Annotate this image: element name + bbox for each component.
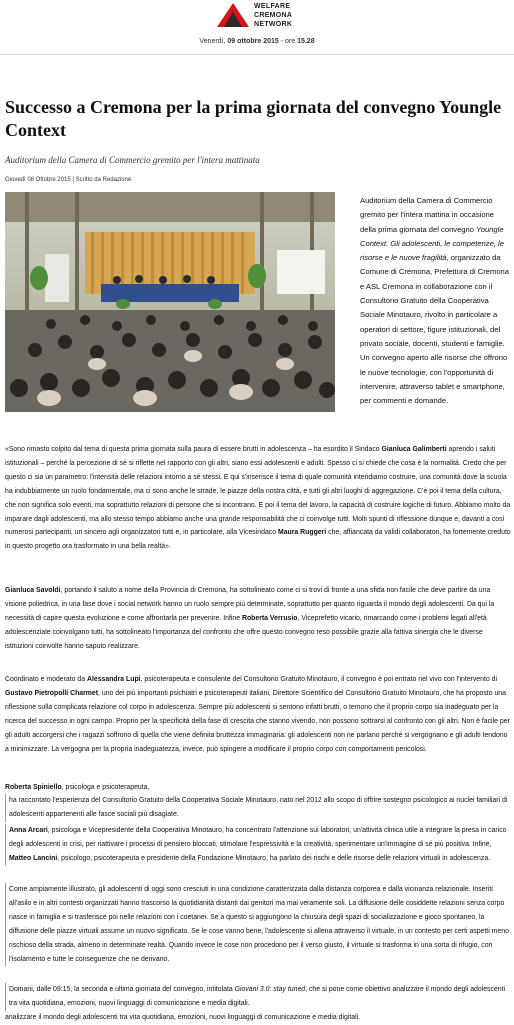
time-value: 15.28 [297,38,315,45]
logo-line: NETWORK [254,21,293,28]
article-subtitle: Auditorium della Camera di Commercio gremito per l'intera mattinata [5,155,260,165]
paragraph: Anna Arcari, psicologa e Vicepresidente della Cooperativa Minotauro, ha concentrato l'attenzione sui laboratori, un'attività clinica utile a integrare la presa in carico degli adolescenti in crisi, per riattivare i processi di pensiero bloccati, stimolare l'espressività e la creatività, sperimentare un'immagine di sé più positiva. Infine, Matteo Lancini, psicologo, psicoterapeuta e presidente della Fondazione Minotauro, ha parlato dei rischi e delle risorse delle relazioni virtuali in adolescenza. [5,824,512,866]
paragraph: Roberta Spiniello, psicologa e psicoterapeuta, [5,784,150,791]
article-byline: Giovedì 08 Ottobre 2015 | Scritto da Redazione [5,177,132,183]
header-divider [0,54,514,55]
paragraph: «Sono rimasto colpito dal tema di questa prima giornata sulla paura di essere brutti in adolescenza – ha esordito il Sindaco Gianluca Galimberti aprendo i saluti istituzionali – perché la percezione di sé si riflette nel rapporto con gli altri, siano essi adolescenti e adulti. Spesso ci si chiede che cosa è la normalità. Credo che per questo ci sia un parametro: l'intensità delle relazioni intorno a sé stessi. E qui s'inserisce il tema di quale comunità intendiamo costruire, una comunità dove la scuola ha indubbiamente un ruolo fondamentale, ma ci sono anche le strade, le piazze della nostra città, e tutti gli altri luoghi di aggregazione. C'è poi il tema della cultura, che non significa solo eventi, ma soprattutto relazioni di persone che si incontrano. E poi il tema del lavoro, la capacità di costruire logiche di futuro. Abbiamo molto da imparare dagli adolescenti, ma allo stesso tempo abbiamo anche una grande responsabilità che ci coinvolge tutti. Molti spunti di riflessione dunque e, davanti a così numerosi partecipanti, un sincero agli organizzatori tutti e, in particolare, alla Vicesindaco Maura Ruggeri che, affiancata da validi collaboratori, ha fortemente creduto in questo progetto ora trasformato in una bella realtà». [5,446,511,551]
date-value: 09 ottobre 2015 [227,38,279,45]
logo-triangle-icon [216,2,250,28]
paragraph: Coordinato e moderato da Alessandra Lupi, psicoterapeuta e consulente del Consultorio Gratuito Minotauro, il convegno è poi entrato nel vivo con l'intervento di Gustavo Pietropolli Charmet, uno dei più importanti psichiatri e psicoterapeuti italiani, Direttore Scientifico del Consultorio Gratuito Minotauro, che ha proposto una riflessione sulla complicata relazione col corpo in adolescenza. Sempre più adolescenti si sentono infatti brutti, o temono che il proprio corpo sia inadeguato per la ricerca del successo in ogni campo. Proprio per la specificità della fase di crescita che stanno vivendo, non possono sottrarsi al confronto con gli altri. Non è facile per gli adulti accorgersi che i ragazzi soffrono di quella che viene definita bruttezza immaginaria: gli adolescenti non ne parlano perché si vergognano e gli adulti tendono a minimizzare. La vergogna per la propria inadeguatezza, invece, può spingere a modificare il proprio corpo con comportamenti pericolosi. [5,676,510,753]
dateline [0,38,514,45]
article-lead: Auditorium della Camera di Commercio gremito per l'intera mattina in occasione della prima giornata del convegno Youngle Context. Gli adolescenti, le competenze, le risorse e le nuove fragilità, organizzato da Comune di Cremona, Prefettura di Cremona e ASL Cremona in collaborazione con il Consultorio Gratuito della Cooperativa Sociale Minotauro, rivolto in particolare a operatori di settore, figure istituzionali, del privato sociale, docenti, studenti e famiglie. Un convegno aperto alle risorse che offrono le nuove tecnologie, con l'opportunità di intervenire, attraverso tablet e smartphone, per commenti e domande. [360,196,509,406]
paragraph: ha raccontato l'esperienza del Consultorio Gratuito della Cooperativa Sociale Minotauro, nato nel 2012 allo scopo di offrire sostegno psicologico ai nuclei familiari di adolescenti appartenenti alle fasce sociali più disagiate. [5,794,512,822]
time-prefix: - ore [280,38,296,45]
date-prefix: Venerdì, [199,38,226,45]
paragraph: analizzare il mondo degli adolescenti tra vita quotidiana, emozioni, nuovi linguaggi di comunicazione e media digitali. [5,1014,361,1021]
article-title: Successo a Cremona per la prima giornata del convegno Youngle Context [5,97,502,140]
logo-line: WELFARE [254,3,291,10]
paragraph: Domani, dalle 09:15, la seconda e ultima giornata del convegno, intitolata Giovani 3.0: stay tuned, che si pone come obiettivo analizzare il mondo degli adolescenti tra vita quotidiana, emozioni, nuovi linguaggi di comunicazione e media digitali. [5,983,512,1011]
conference-photo [5,192,335,412]
paragraph: Come ampiamente illustrato, gli adolescenti di oggi sono cresciuti in una condizione caratterizzata dalla distanza corporea e dalla vicinanza relazionale. Inseriti all'asilo e in altri contesti organizzati hanno trascorso la quotidianità distanti dai genitori ma mai veramente soli. La diffusione delle cosiddette relazioni senza corpo nasce in famiglia e si trasferisce poi nelle relazioni con i coetanei. Se a questo si aggiungono la chiusura degli spazi di socializzazione e gioco spontaneo, la diffusione delle piazze virtuali assume un nuovo significato. Se le cose vanno bene, l'adolescente si allena attraverso il virtuale, in un contesto per certi aspetti meno rischioso della strada, almeno in determinate realtà. Quando invece le cose non procedono per il verso giusto, il virtuale si trasforma in una sorta di rifugio, con l'isolamento e tutte le conseguenze che ne derivano. [5,883,512,966]
paragraph: Gianluca Savoldi, portando il saluto a nome della Provincia di Cremona, ha sottolineato come ci si trovi di fronte a una sfida non facile che deve partire da una visione poliedrica, in una fase dove i social network hanno un ruolo sempre più determinate, soprattutto per quanto riguarda il mondo degli adolescenti. Da qui la necessità di capire questa evoluzione e come affrontarla per prevenire. Infine Roberta Verrusio, Viceprefetto vicario, rimarcando come i problemi legati all'età adolescenziale coinvolgano tutti, ha sottolineato l'importanza del confronto che offre questo convegno reso possibile grazie alla fattiva sinergia che le diverse istituzioni coinvolte hanno saputo realizzare. [5,587,495,650]
logo-text [254,2,292,29]
logo-line: CREMONA [254,12,293,19]
site-logo[interactable] [216,2,336,30]
